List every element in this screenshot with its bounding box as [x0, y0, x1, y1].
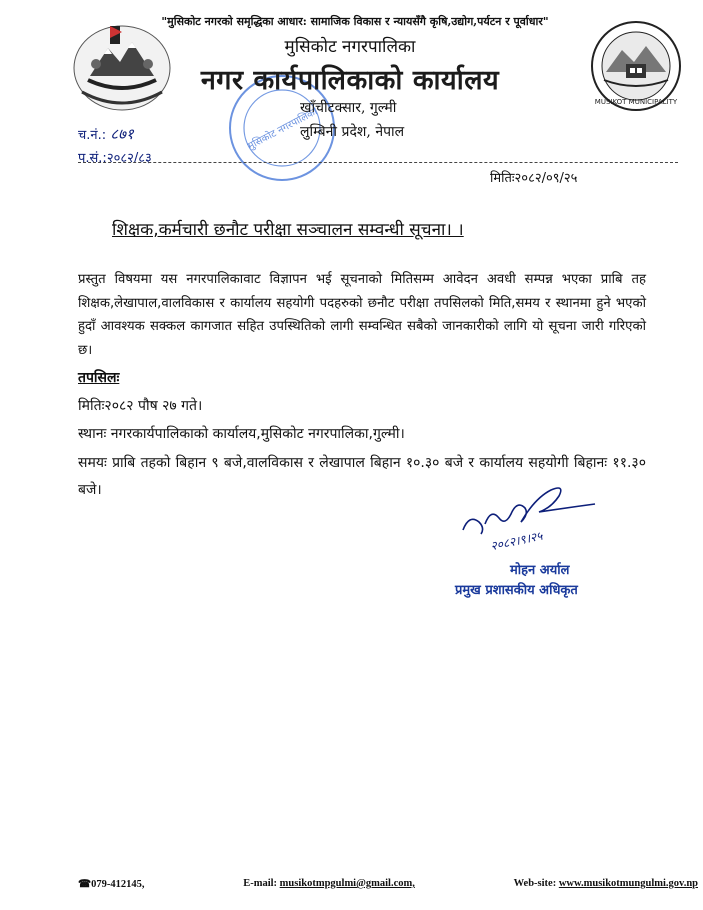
signature-date: २०८२।९।२५ [489, 528, 544, 554]
footer-phone: ☎079-412145, [78, 879, 145, 890]
footer-email-label: E-mail: [243, 878, 278, 889]
exam-time: समयः प्राबि तहको बिहान ९ बजे,वालविकास र लेखापाल बिहान १०.३० बजे र कार्यालय सहयोगी बिहानः ११.३० बजे। [78, 455, 646, 498]
details-heading: तपसिलः [78, 370, 120, 386]
footer-email [243, 878, 415, 890]
stamp-text: मुसिकोट नगरपालिका [246, 106, 320, 153]
signatory-name: मोहन अर्याल [510, 563, 570, 578]
office-title: नगर कार्यपालिकाको कार्यालय [200, 65, 500, 96]
fiscal-year-label: प.सं.: [78, 151, 107, 166]
reference-value: ८७१ [110, 125, 134, 143]
exam-place: स्थानः नगरकार्यपालिकाको कार्यालय,मुसिकोट नगरपालिका,गुल्मी। [78, 426, 405, 442]
municipality-logo [590, 20, 682, 112]
fiscal-year-value: २०८२/८३ [106, 151, 152, 166]
letter-date: मितिः२०८२/०९/२५ [490, 171, 578, 186]
signatory-designation: प्रमुख प्रशासकीय अधिकृत [455, 583, 578, 598]
notice-body: प्रस्तुत विषयमा यस नगरपालिकावाट विज्ञापन भई सूचनाको मितिसम्म आवेदन अवधी सम्पन्न भएका प्राबि तह शिक्षक,लेखापाल,वालविकास र कार्यालय सहयोगी पदहरुको छनौट परीक्षा तपसिलको मिति,समय र स्थानमा हुने भएको हुदाँ आवश्यक सक्कल कागजात सहित उपस्थितिको लागी सम्वन्धित सबैको जानकारीको लागि यो सूचना जारी गरिएको छ। [78, 272, 646, 358]
footer-website-link[interactable]: www.musikotmungulmi.gov.np [558, 878, 698, 889]
municipality-logo-text: MUSIKOT MUNICIPALITY [594, 98, 678, 106]
footer-email-link[interactable]: musikotmpgulmi@gmail.com, [279, 878, 415, 889]
municipality-motto: "मुसिकोट नगरको समृद्धिका आधार: सामाजिक विकास र न्यायसँगै कृषि,उद्योग,पर्यटन र पूर्वाधार" [161, 15, 549, 28]
fiscal-year [78, 148, 152, 166]
footer-website [514, 878, 698, 890]
exam-date: मितिः२०८२ पौष २७ गते। [78, 398, 203, 414]
municipality-name: मुसिकोट नगरपालिका [284, 37, 416, 57]
notice-subject: शिक्षक,कर्मचारी छनौट परीक्षा सञ्चालन सम्वन्धी सूचना। । [112, 220, 464, 240]
footer-contacts [78, 878, 698, 890]
header-divider [78, 162, 678, 163]
reference-number [78, 124, 134, 144]
footer-website-label: Web-site: [513, 878, 557, 889]
address-line-2: लुम्बिनी प्रदेश, नेपाल [300, 124, 405, 140]
reference-label: च.नं.: [78, 128, 107, 143]
address-line-1: खाँचीटक्सार, गुल्मी [300, 100, 397, 116]
